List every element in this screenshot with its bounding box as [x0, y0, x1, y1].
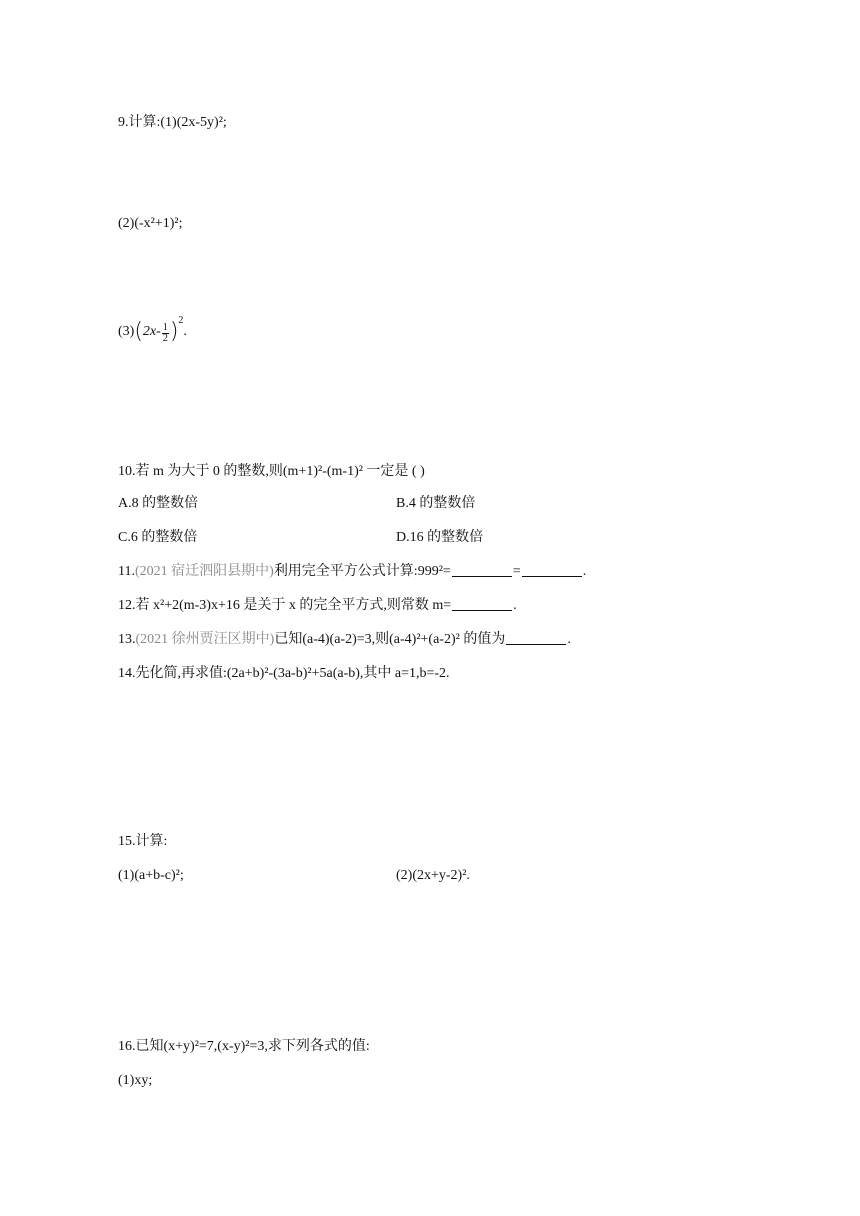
q12: [118, 596, 517, 616]
fraction-numerator: 1: [162, 322, 168, 333]
q9-part3-prefix: (3): [118, 324, 135, 339]
q9-part3-end: .: [183, 324, 187, 339]
q10-option-b: B.4 的整数倍: [396, 496, 476, 511]
q13-number: 13.: [118, 632, 136, 647]
q10-stem: 10.若 m 为大于 0 的整数,则(m+1)²-(m-1)² 一定是 ( ): [118, 464, 425, 479]
q11-source: (2021 宿迁泗阳县期中): [134, 564, 274, 579]
q9-label: 9.计算:: [118, 115, 161, 130]
answer-blank[interactable]: [452, 597, 512, 611]
answer-blank[interactable]: [452, 563, 512, 577]
q16-part1: (1)xy;: [118, 1073, 153, 1088]
q15-label: 15.计算:: [118, 834, 168, 849]
q9-part3-inner: 2x-: [142, 324, 161, 339]
q15-part2: (2)(2x+y-2)².: [396, 868, 470, 883]
q14: 14.先化简,再求值:(2a+b)²-(3a-b)²+5a(a-b),其中 a=1,b=-2.: [118, 666, 450, 681]
fraction-denominator: 2: [162, 333, 168, 344]
q9-part3: [118, 315, 187, 344]
q13: [118, 630, 571, 650]
q12-end: .: [513, 598, 517, 613]
q10-option-d: D.16 的整数倍: [396, 530, 484, 545]
q10-option-a: A.8 的整数倍: [118, 496, 199, 511]
q11-text: 利用完全平方公式计算:999²=: [273, 564, 451, 579]
right-paren: ): [169, 319, 179, 344]
q16: 16.已知(x+y)²=7,(x-y)²=3,求下列各式的值:: [118, 1039, 370, 1054]
q13-end: .: [567, 632, 571, 647]
q15-part1: (1)(a+b-c)²;: [118, 868, 184, 883]
q9-part1-text: (1)(2x-5y)²;: [160, 115, 227, 130]
q11-end: .: [582, 564, 587, 579]
fraction: [162, 323, 169, 344]
answer-blank[interactable]: [522, 563, 582, 577]
exponent: 2: [178, 315, 184, 326]
q11-number: 11.: [118, 564, 135, 579]
q11-equals: =: [512, 564, 521, 579]
q9-part2: (2)(-x²+1)²;: [118, 216, 183, 231]
left-paren: (: [134, 319, 143, 344]
q9-part1: [118, 113, 227, 133]
answer-blank[interactable]: [506, 631, 566, 645]
q12-text: 12.若 x²+2(m-3)x+16 是关于 x 的完全平方式,则常数 m=: [118, 598, 452, 613]
q10-option-c: C.6 的整数倍: [118, 530, 198, 545]
q13-source: (2021 徐州贾汪区期中): [135, 632, 275, 647]
q11: [118, 562, 586, 582]
q13-text: 已知(a-4)(a-2)=3,则(a-4)²+(a-2)² 的值为: [274, 632, 506, 647]
